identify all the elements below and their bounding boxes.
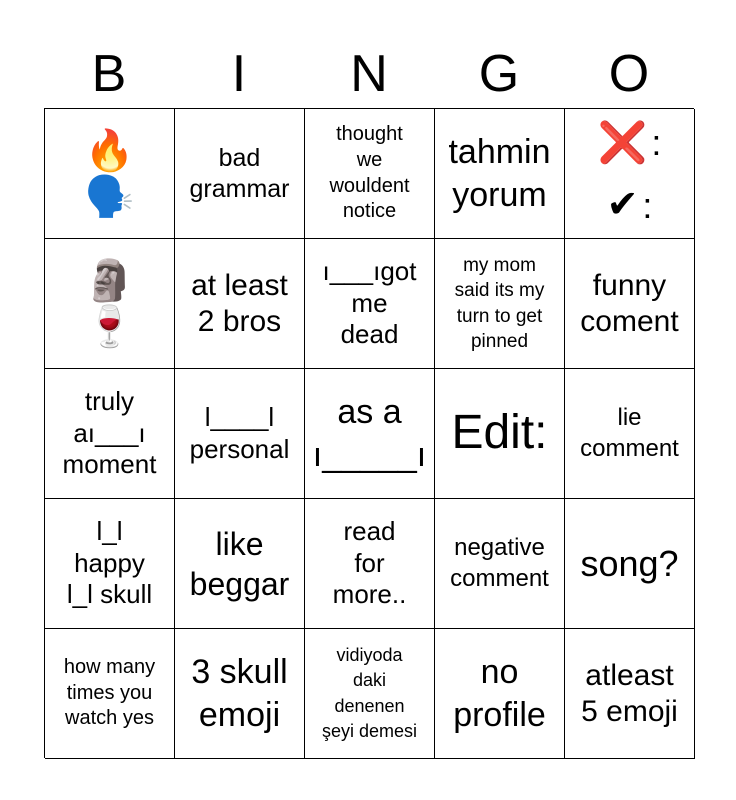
bingo-cell-r4c4[interactable] <box>565 629 695 759</box>
cell-text-r2c2: as a ı_____ı <box>312 393 427 474</box>
bingo-cell-r0c1[interactable] <box>175 109 305 239</box>
cell-text-r1c1: at least 2 bros <box>191 268 288 338</box>
cell-text-r1c2: ı___ıgot me dead <box>322 255 417 350</box>
cell-text-r0c0: 🔥 🗣️ <box>84 128 135 219</box>
header-letter-i: I <box>231 45 247 103</box>
bingo-header <box>44 40 694 108</box>
cell-text-r4c4: atleast 5 emoji <box>581 658 678 728</box>
bingo-cell-r1c0[interactable] <box>45 239 175 369</box>
bingo-cell-r0c3[interactable] <box>435 109 565 239</box>
bingo-cell-r4c3[interactable] <box>435 629 565 759</box>
cell-text-r4c1: 3 skull emoji <box>191 653 288 734</box>
header-letter-b: B <box>91 45 127 103</box>
bingo-cell-r2c2[interactable] <box>305 369 435 499</box>
bingo-cell-r0c4[interactable] <box>565 109 695 239</box>
bingo-cell-r4c2[interactable] <box>305 629 435 759</box>
bingo-cell-r2c0[interactable] <box>45 369 175 499</box>
bingo-cell-r0c2[interactable] <box>305 109 435 239</box>
cell-text-r3c1: like beggar <box>189 525 290 602</box>
cell-text-r3c2: read for more.. <box>332 515 407 610</box>
bingo-cell-r4c1[interactable] <box>175 629 305 759</box>
cell-text-r1c0: 🗿 🍷 <box>84 258 135 349</box>
header-letter-g: G <box>478 45 520 103</box>
bingo-cell-r3c4[interactable] <box>565 499 695 629</box>
cell-text-r1c4: funny coment <box>580 268 679 338</box>
cell-text-r3c0: l_l happy l_l skull <box>66 515 153 610</box>
check-mark-icon: ✔ <box>606 183 639 226</box>
cell-text-r1c3: my mom said its my turn to get pinned <box>454 255 545 352</box>
bingo-cell-r3c3[interactable] <box>435 499 565 629</box>
cell-text-r4c0: how many times you watch yes <box>63 656 156 730</box>
header-letter-o: O <box>608 45 650 103</box>
bingo-cell-r1c2[interactable] <box>305 239 435 369</box>
cell-text-r3c3: negative comment <box>450 533 549 592</box>
bingo-cell-r0c0[interactable] <box>45 109 175 239</box>
cell-text-r4c2: vidiyoda daki denenen şeyi demesi <box>321 645 418 741</box>
cell-text-r2c1: l____l personal <box>189 401 290 464</box>
bingo-cell-r3c1[interactable] <box>175 499 305 629</box>
bingo-cell-r2c4[interactable] <box>565 369 695 499</box>
cell-text-r0c1: bad grammar <box>189 144 290 203</box>
cell-text-r3c4: song? <box>580 542 679 584</box>
bingo-cell-r3c0[interactable] <box>45 499 175 629</box>
cell-text-r2c3: Edit: <box>451 406 548 460</box>
cell-text-r2c4: lie comment <box>580 403 679 462</box>
bingo-cell-r1c1[interactable] <box>175 239 305 369</box>
bingo-board <box>44 108 694 758</box>
header-letter-n: N <box>350 45 388 103</box>
cell-text-r2c0: truly aı___ı moment <box>62 385 157 480</box>
cell-text-r0c4-colon-2: : <box>642 184 653 226</box>
cell-text-r4c3: no profile <box>453 653 546 734</box>
cell-text-r0c2: thought we wouldent notice <box>329 123 410 223</box>
cross-mark-icon: ❌ <box>597 120 648 165</box>
bingo-cell-r2c3[interactable] <box>435 369 565 499</box>
cell-text-r0c3: tahmin yorum <box>448 133 551 214</box>
bingo-cell-r3c2[interactable] <box>305 499 435 629</box>
bingo-cell-r2c1[interactable] <box>175 369 305 499</box>
bingo-cell-r1c4[interactable] <box>565 239 695 369</box>
bingo-cell-r4c0[interactable] <box>45 629 175 759</box>
cell-text-r0c4-colon-1: : <box>651 121 662 163</box>
bingo-cell-r1c3[interactable] <box>435 239 565 369</box>
